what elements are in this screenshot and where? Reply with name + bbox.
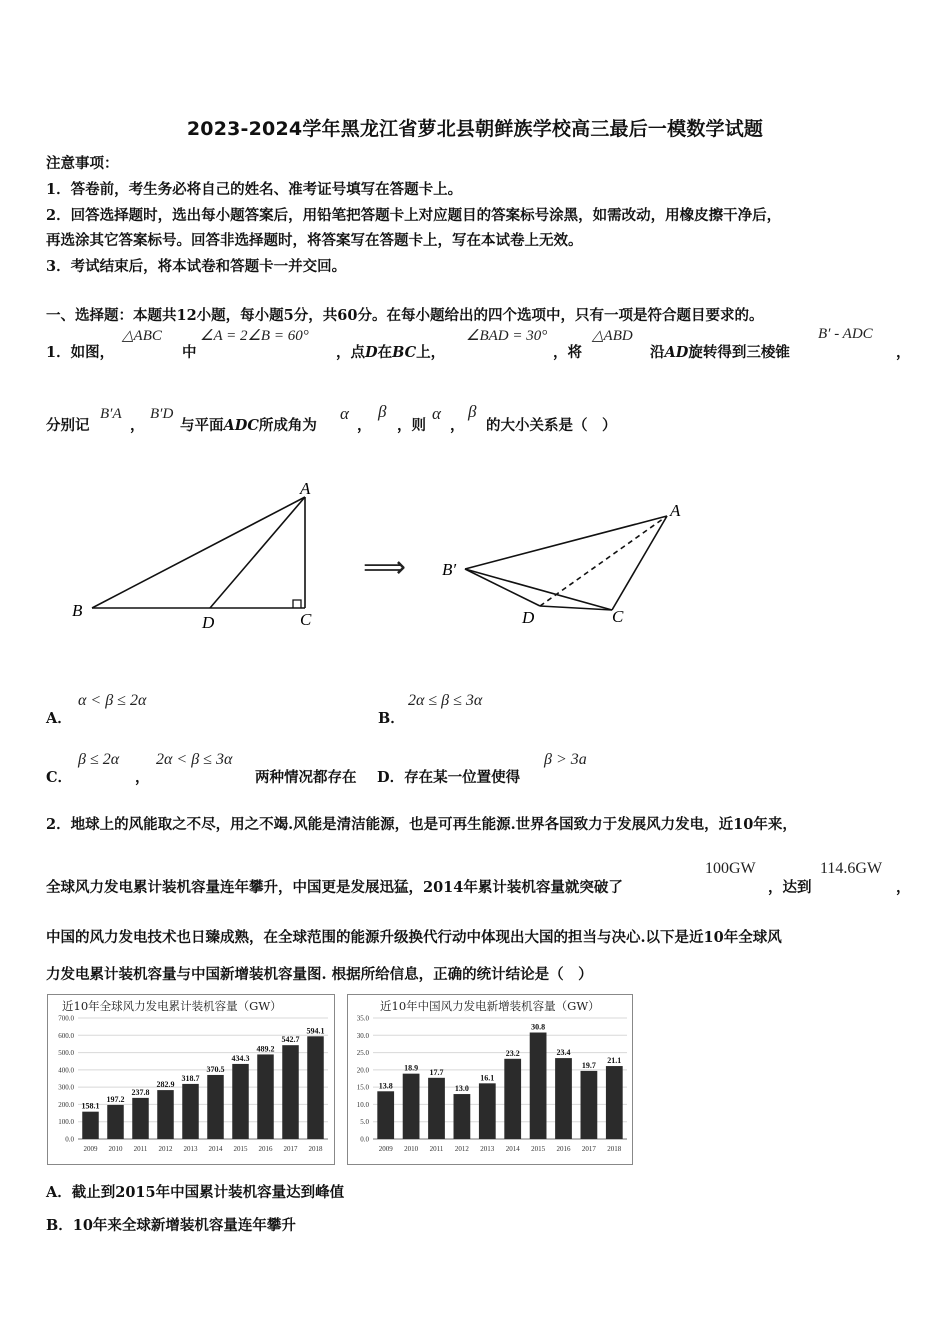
q1-text-fenbie: 分别记	[46, 417, 90, 434]
q1-var-bc: BC	[392, 344, 417, 361]
q1-text-pyramid: 旋转得到三棱锥	[688, 344, 790, 361]
chart1-xtick-label: 2014	[208, 1145, 223, 1153]
q1-text-yupingmian: 与平面	[180, 417, 224, 434]
chart1-bar-label: 542.7	[281, 1035, 300, 1045]
fig2-label-a: A	[670, 501, 681, 520]
q2-line4: 力发电累计装机容量与中国新增装机容量图. 根据所给信息，正确的统计结论是（ ）	[46, 966, 593, 983]
chart1-xtick-label: 2017	[283, 1145, 298, 1153]
fig1-edge-ba	[92, 497, 305, 608]
chart2-bar-label: 19.7	[581, 1060, 596, 1070]
q1-option-a-label: A．	[46, 710, 72, 727]
q1-text-zhong: 中	[182, 344, 197, 361]
q1-math-beta-2: β	[468, 402, 477, 421]
chart1-title: 近10年全球风力发电累计装机容量（GW）	[62, 999, 282, 1013]
q1-text-rotate	[650, 341, 790, 362]
q2-text-dadao: ，达到	[768, 879, 812, 896]
chart2-bar-label: 13.0	[454, 1084, 469, 1094]
q1-var-d: D	[365, 344, 378, 361]
q1-math-ba: B′A	[100, 406, 122, 422]
page-title: 2023-2024学年黑龙江省萝北县朝鲜族学校高三最后一模数学试题	[186, 118, 764, 140]
chart1-bar	[307, 1036, 324, 1139]
chart1-ytick-label: 0.0	[65, 1135, 74, 1144]
fig2-edge-ac	[612, 516, 667, 610]
fig1-label-c: C	[300, 610, 312, 629]
chart1-xtick-label: 2013	[183, 1145, 198, 1153]
fig1-edge-ad	[210, 497, 305, 608]
chart1-bar-label: 594.1	[306, 1026, 325, 1036]
fig2-edge-bc	[465, 569, 612, 610]
chart1-bar-label: 237.8	[131, 1087, 150, 1097]
fig2-edge-ba	[465, 516, 667, 569]
chart2-bar	[479, 1083, 496, 1139]
chart-global-cumulative	[47, 994, 335, 1165]
chart2-xtick-label: 2010	[404, 1145, 419, 1153]
chart1-svg	[48, 995, 334, 1164]
q2-comma: ，	[896, 879, 911, 896]
chart2-ytick-label: 20.0	[356, 1066, 369, 1075]
chart1-ytick-label: 700.0	[58, 1014, 74, 1023]
chart2-ytick-label: 25.0	[356, 1049, 369, 1058]
chart2-bar	[606, 1066, 623, 1139]
chart2-bar	[428, 1078, 445, 1139]
chart2-xtick-label: 2013	[480, 1145, 495, 1153]
chart1-ytick-label: 100.0	[58, 1118, 74, 1127]
chart2-bar-label: 17.7	[429, 1067, 444, 1077]
chart-china-new	[347, 994, 633, 1165]
q1-math-beta: β	[378, 402, 387, 421]
fig1-label-d: D	[202, 613, 215, 632]
chart1-ytick-label: 400.0	[58, 1066, 74, 1075]
chart1-bar-label: 489.2	[256, 1044, 275, 1054]
chart2-bar	[403, 1074, 420, 1139]
chart2-bar-label: 16.1	[480, 1073, 495, 1083]
q1-option-b-label: B．	[378, 710, 405, 727]
q1-comma-3: ，	[357, 417, 372, 434]
chart2-svg	[348, 995, 632, 1164]
q1-comma: ，	[896, 344, 911, 361]
q2-math-100gw: 100GW	[705, 860, 756, 877]
chart2-xtick-label: 2017	[581, 1145, 596, 1153]
q2-option-a: A．截止到2015年中国累计装机容量达到峰值	[46, 1184, 345, 1201]
chart2-xtick-label: 2015	[531, 1145, 546, 1153]
q1-option-c-sep: ，	[135, 769, 150, 786]
chart1-ytick-label: 600.0	[58, 1031, 74, 1040]
chart1-bar-label: 370.5	[206, 1064, 225, 1074]
q1-text-ze: ，则	[397, 417, 426, 434]
chart2-xtick-label: 2011	[429, 1145, 444, 1153]
q1-option-c-part1: β ≤ 2α	[78, 751, 120, 768]
chart1-bar-label: 197.2	[106, 1094, 125, 1104]
chart1-ytick-label: 200.0	[58, 1100, 74, 1109]
chart2-ytick-label: 10.0	[356, 1100, 369, 1109]
chart2-bar	[581, 1071, 598, 1139]
q1-option-c-part2: 2α < β ≤ 3α	[156, 751, 233, 768]
q2-line3: 中国的风力发电技术也日臻成熟，在全球范围的能源升级换代行动中体现出大国的担当与决心.以下是近10年全球风	[46, 929, 782, 946]
chart1-bar-label: 282.9	[156, 1080, 175, 1090]
fig2-label-d: D	[522, 608, 535, 627]
chart1-xtick-label: 2011	[133, 1145, 148, 1153]
q2-line2: 全球风力发电累计装机容量连年攀升，中国更是发展迅猛，2014年累计装机容量就突破了	[46, 879, 623, 896]
chart2-xtick-label: 2018	[607, 1145, 622, 1153]
chart2-bar	[504, 1059, 521, 1139]
q1-option-a: α < β ≤ 2α	[78, 692, 147, 709]
chart1-bar	[157, 1090, 174, 1139]
q1-text-dian: ，点	[336, 344, 365, 361]
q1-stem-line1	[46, 341, 114, 362]
chart1-ytick-label: 500.0	[58, 1049, 74, 1058]
transform-arrow: ⟹	[363, 551, 407, 584]
q1-text-question: 的大小关系是（ ）	[486, 417, 617, 434]
q1-option-d-label: D．存在某一位置使得	[377, 769, 521, 786]
q2-math-114gw: 114.6GW	[820, 860, 883, 877]
q1-text-zai: 在	[377, 344, 393, 361]
q1-option-d: β > 3a	[544, 751, 587, 768]
q1-comma-4: ，	[450, 417, 465, 434]
chart2-xtick-label: 2014	[505, 1145, 520, 1153]
chart1-bar-label: 434.3	[231, 1053, 250, 1063]
chart1-bar-label: 318.7	[181, 1073, 200, 1083]
q1-text-point-d	[336, 341, 445, 362]
notice-item-1: 1．答卷前，考生务必将自己的姓名、准考证号填写在答题卡上。	[46, 181, 463, 198]
q1-math-alpha-2: α	[432, 404, 441, 423]
chart2-bar	[530, 1033, 547, 1139]
chart2-bar-label: 13.8	[378, 1081, 393, 1091]
q1-var-ad: AD	[664, 344, 689, 361]
chart1-xtick-label: 2009	[83, 1145, 98, 1153]
chart2-ytick-label: 5.0	[360, 1118, 369, 1127]
chart1-bar	[207, 1075, 224, 1139]
chart2-xtick-label: 2009	[378, 1145, 393, 1153]
q1-option-c-tail: 两种情况都存在	[255, 769, 357, 786]
q2-line1: 2．地球上的风能取之不尽，用之不竭.风能是清洁能源，也是可再生能源.世界各国致力于发展风力发电，近10年来，	[46, 816, 797, 833]
chart2-xtick-label: 2012	[454, 1145, 469, 1153]
q1-text-jiang: ，将	[553, 344, 582, 361]
chart2-bar-label: 23.4	[556, 1048, 571, 1058]
chart2-title: 近10年中国风力发电新增装机容量（GW）	[380, 999, 600, 1013]
chart1-bar	[232, 1064, 249, 1139]
q1-text: 1．如图，	[46, 344, 115, 361]
chart1-xtick-label: 2015	[233, 1145, 248, 1153]
chart1-bar	[107, 1105, 124, 1139]
chart2-ytick-label: 35.0	[356, 1014, 369, 1023]
q1-var-adc: ADC	[223, 417, 259, 434]
chart2-bar-label: 30.8	[531, 1022, 546, 1032]
q1-figure	[60, 470, 700, 640]
notice-heading: 注意事项：	[46, 155, 119, 172]
fig1-label-a: A	[300, 479, 311, 498]
chart1-bar	[182, 1084, 199, 1139]
fig2-label-c: C	[612, 607, 624, 626]
chart2-bar-label: 18.9	[404, 1063, 419, 1073]
q1-option-b: 2α ≤ β ≤ 3α	[408, 692, 483, 709]
q1-math-triangle-abd: △ABD	[592, 328, 633, 344]
chart2-bar-label: 23.2	[505, 1048, 520, 1058]
q1-text-shang: 上，	[416, 344, 446, 361]
q1-text-yan: 沿	[650, 344, 665, 361]
fig2-label-b-prime: B′	[442, 560, 457, 579]
q2-option-b: B．10年来全球新增装机容量连年攀升	[46, 1217, 296, 1234]
chart2-ytick-label: 30.0	[356, 1031, 369, 1040]
fig1-label-b: B	[72, 601, 83, 620]
q1-math-alpha: α	[340, 404, 349, 423]
chart1-xtick-label: 2010	[108, 1145, 123, 1153]
chart1-bar-label: 158.1	[81, 1101, 100, 1111]
q1-math-angles: ∠A = 2∠B = 60°	[200, 328, 309, 344]
chart2-ytick-label: 15.0	[356, 1083, 369, 1092]
chart1-xtick-label: 2018	[308, 1145, 323, 1153]
section-heading: 一、选择题：本题共12小题，每小题5分，共60分。在每小题给出的四个选项中，只有一项是符合题目要求的。	[46, 307, 764, 324]
chart1-bar	[132, 1098, 149, 1139]
chart1-bar	[282, 1045, 299, 1139]
q1-math-angle-bad: ∠BAD = 30°	[466, 328, 548, 344]
notice-item-3: 3．考试结束后，将本试卷和答题卡一并交回。	[46, 258, 347, 275]
notice-item-2-cont: 再选涂其它答案标号。回答非选择题时，将答案写在答题卡上，写在本试卷上无效。	[46, 232, 583, 249]
chart2-bar-label: 21.1	[607, 1056, 622, 1066]
chart1-bar	[257, 1054, 274, 1139]
q1-comma-2: ，	[130, 417, 145, 434]
chart2-ytick-label: 0.0	[360, 1135, 369, 1144]
q1-math-triangle-abc: △ABC	[122, 328, 162, 344]
chart1-bar	[82, 1112, 99, 1139]
q1-math-pyramid: B′ - ADC	[818, 326, 873, 342]
chart2-bar	[555, 1058, 572, 1139]
chart1-xtick-label: 2016	[258, 1145, 273, 1153]
chart2-xtick-label: 2016	[556, 1145, 571, 1153]
notice-item-2: 2．回答选择题时，选出每小题答案后，用铅笔把答题卡上对应题目的答案标号涂黑，如需改动，用橡皮擦干净后，	[46, 207, 782, 224]
q1-math-bd: B′D	[150, 406, 174, 422]
fig2-edge-ad-hidden	[540, 516, 667, 606]
q1-text-angle: 所成角为	[258, 417, 317, 434]
fig1-right-angle	[293, 600, 301, 608]
chart2-bar	[377, 1091, 394, 1139]
q1-option-c-label: C．	[46, 769, 73, 786]
q1-text-plane	[180, 414, 317, 435]
chart1-ytick-label: 300.0	[58, 1083, 74, 1092]
chart1-xtick-label: 2012	[158, 1145, 173, 1153]
chart2-bar	[454, 1094, 471, 1139]
